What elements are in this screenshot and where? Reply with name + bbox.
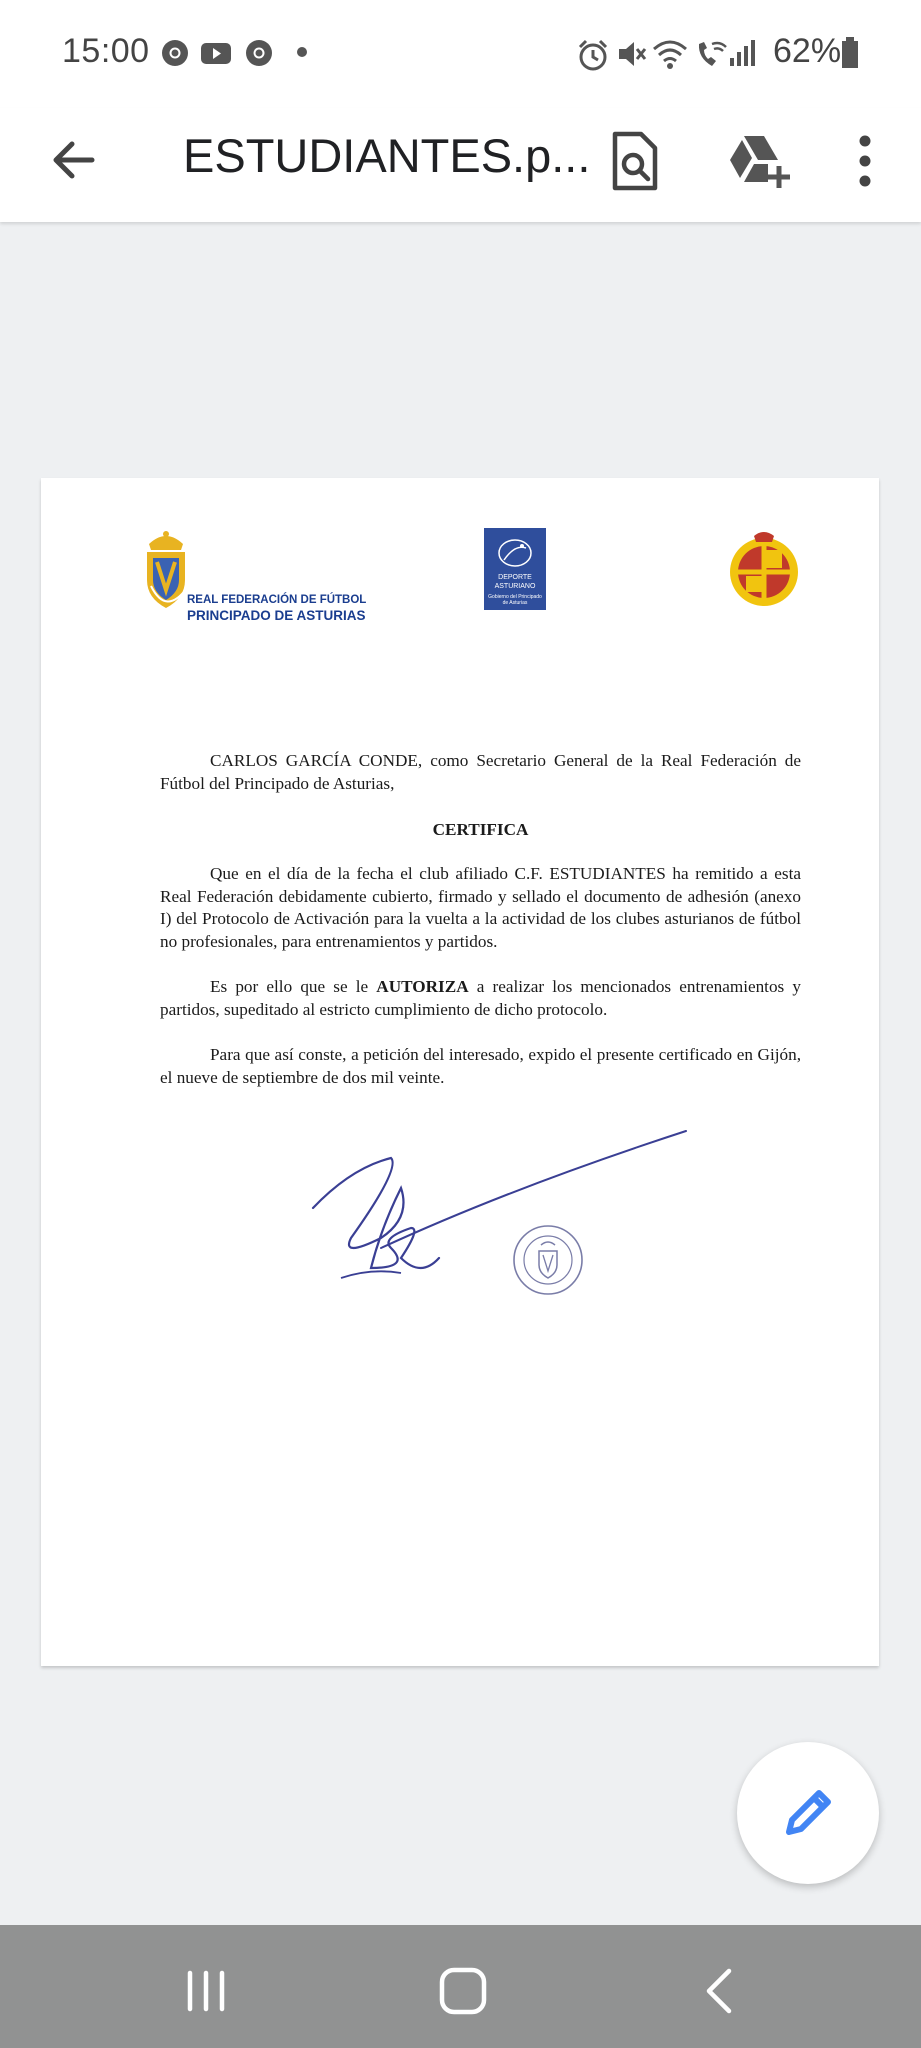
find-in-document-icon[interactable] (599, 126, 669, 196)
app-bar (0, 108, 921, 222)
notification-dot-icon (296, 46, 308, 58)
paragraph-closing: Para que así conste, a petición del interesado, expido el presente certificado en Gijón, el nueve de septiembre de dos mil veinte. (160, 1045, 801, 1087)
wifi-calling-icon (694, 38, 728, 70)
back-icon[interactable] (691, 1961, 751, 2021)
back-arrow-icon[interactable] (44, 130, 104, 190)
signal-icon (728, 38, 756, 68)
home-icon[interactable] (433, 1961, 493, 2021)
alarm-icon (576, 38, 610, 72)
navigation-bar (0, 1925, 921, 2048)
edit-pencil-icon (779, 1784, 837, 1842)
chrome-icon (244, 38, 274, 68)
federation-stamp (511, 1223, 585, 1297)
pdf-page[interactable] (41, 478, 879, 1666)
youtube-icon (200, 38, 232, 68)
battery-icon (840, 36, 860, 70)
recent-apps-icon[interactable] (176, 1961, 236, 2021)
deporte-asturiano-logo: DEPORTE ASTURIANO Gobierno del Principado de Asturias (484, 528, 546, 610)
paragraph-intro: CARLOS GARCÍA CONDE, como Secretario General de la Real Federación de Fútbol del Principado de Asturias, (160, 751, 801, 793)
battery-percent: 62% (773, 32, 842, 70)
certifica-heading: CERTIFICA (432, 820, 529, 839)
document-title: ESTUDIANTES.p... (183, 129, 591, 182)
rfef-crest-logo (724, 528, 804, 612)
status-bar (0, 0, 921, 108)
rffpa-logo-text: REAL FEDERACIÓN DE FÚTBOL PRINCIPADO DE ASTURIAS (187, 594, 367, 623)
status-time: 15:00 (62, 32, 150, 70)
add-to-drive-icon[interactable] (722, 126, 792, 196)
handwritten-signature (311, 1128, 691, 1308)
mute-icon (616, 38, 648, 70)
rffpa-crest-logo (141, 528, 191, 618)
more-vert-icon[interactable] (830, 126, 900, 196)
paragraph-autoriza: Es por ello que se le AUTORIZA a realizar los mencionados entrenamientos y partidos, supeditado al estricto cumplimiento de dicho protocolo. (160, 977, 801, 1019)
paragraph-certifies: Que en el día de la fecha el club afiliado C.F. ESTUDIANTES ha remitido a esta Real Federación debidamente cubierto, firmado y sellado el documento de adhesión (anexo I) del Protocolo de Activación para la vuelta a la actividad de los clubes asturianos de fútbol no profesionales, para entrenamientos y partidos. (160, 864, 801, 951)
chrome-icon (160, 38, 190, 68)
wifi-icon (652, 38, 688, 70)
edit-fab[interactable] (737, 1742, 879, 1884)
